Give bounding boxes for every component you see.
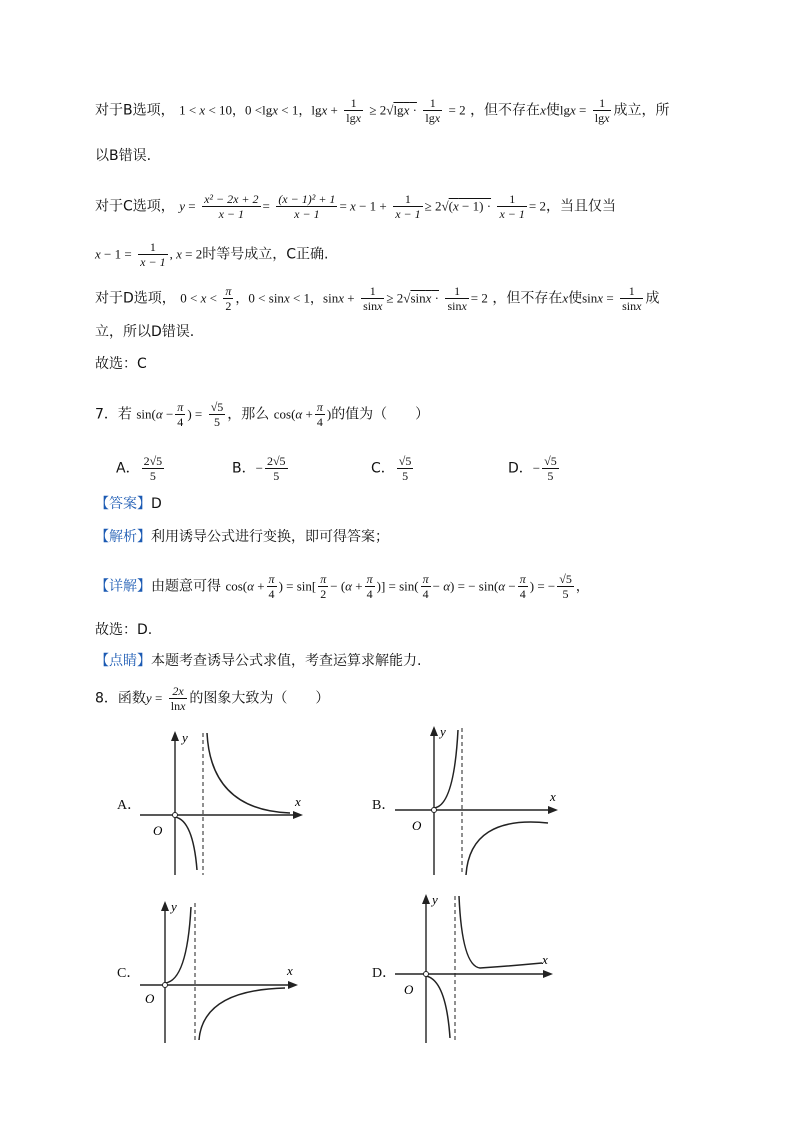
b-range: 1 < x < 10，0 <lgx < 1，lgx + [179,102,338,118]
axis-y-label: y [182,730,188,745]
b-rest: ，但不存在 [470,102,541,119]
option-d-analysis-line: 对于D选项， 0 < x < $\frac{\pi}{2}$ ，0 < sinx < 1，sinx + $\frac{1}{\sin x}$ ≥ 2√sinx · $\frac{1}{\sin x}$ = 2 ，但不存在x使sinx = $\frac{1}{\sin x}$ 成 [95,284,660,313]
c-frac-1: $\frac{\text{x² − 2x + 2}}{x - 1}$ [204,192,259,221]
svg-text:O: O [145,991,155,1006]
d-prefix: 对于D选项， [95,290,176,307]
axis-x-label: x [295,794,301,809]
svg-text:O: O [412,818,422,833]
option-c-analysis-line: 对于C选项， y = $\frac{\text{x² − 2x + 2}}{x - 1}$ = $\frac{\text{(x − 1)² + 1}}{x - 1}$ = x − 1 + $\frac{1}{x - 1}$ ≥ 2√(x − 1) · $\frac{1}{x - 1}$ = 2，当且仅当 [95,192,617,221]
svg-text:y: y [171,899,177,914]
q7-detail: 【详解】由题意可得 cos(α + $\frac{\pi}{4}$ ) = sin[ $\frac{\pi}{2}$ − (α + $\frac{\pi}{4}$ )] = sin( $\frac{\pi}{4}$ − α) = − sin(α − $\frac{\pi}{4}$ ) = − $\frac{√5}{5}$ ， [95,572,589,601]
c-frac-3: $\frac{1}{x - 1}$ [395,192,421,221]
q7-option-d[interactable]: D．− $\frac{√5}{5}$ [508,454,557,483]
q8-graph-b[interactable] [390,720,565,880]
c-frac-2: $\frac{\text{(x − 1)² + 1}}{x - 1}$ [278,192,336,221]
q8-option-b-label[interactable]: B． [372,798,396,813]
svg-text:y: y [440,724,446,739]
q8-option-d-label[interactable]: D． [372,966,397,981]
option-c-line2: x − 1 = $\frac{1}{x - 1}$ , x = 2时等号成立，C正确. [95,240,329,269]
q7-option-b[interactable]: B．− $\frac{2√5}{5}$ [232,454,286,483]
q6-answer: 故选：C [95,356,147,372]
option-b-line2: 以B错误. [95,148,152,164]
q7-stem: 7．若 sin(α − $\frac{\pi}{4}$ ) = $\frac{√5}{5}$ ，那么 cos(α + $\frac{\pi}{4}$ )的值为（ ） [95,400,430,429]
svg-text:O: O [404,982,414,997]
svg-text:x: x [287,963,293,978]
origin-label: O [153,823,163,838]
q8-graph-d[interactable] [390,888,565,1046]
svg-text:y: y [432,892,438,907]
q8-graph-a[interactable] [135,725,310,880]
q7-option-a[interactable]: A． $\frac{2√5}{5}$ [116,454,163,483]
b-frac-3: $\frac{1}{\lg x}$ [594,96,610,125]
q8-option-a-label[interactable]: A． [117,798,142,813]
option-d-line2: 立，所以D错误. [95,324,195,340]
c-frac-4: $\frac{1}{x - 1}$ [499,192,525,221]
q8-graph-c[interactable] [135,895,310,1045]
q7-answer: 【答案】D [95,496,162,512]
q7-comment: 【点睛】本题考查诱导公式求值，考查运算求解能力. [95,653,422,669]
b-prefix: 对于B选项， [95,102,175,119]
svg-text:x: x [550,789,556,804]
q7-select: 故选：D. [95,622,153,638]
q8-stem: 8．函数y = $\frac{2x}{\ln x}$ 的图象大致为（ ） [95,684,330,713]
q7-option-c[interactable]: C． $\frac{√5}{5}$ [371,454,412,483]
svg-text:x: x [542,952,548,967]
b-frac: $\frac{1}{\lg x}$ [346,96,361,125]
q8-option-c-label[interactable]: C． [117,966,141,981]
c-end: ，当且仅当 [546,198,617,215]
b-frac-2: $\frac{1}{\lg x}$ [425,96,441,125]
option-b-analysis-line: 对于B选项， 1 < x < 10，0 <lgx < 1，lgx + $\frac{1}{\lg x}$ ≥ 2√lgx · $\frac{1}{\lg x}$ = 2 ，但不存在x使lgx = $\frac{1}{\lg x}$ 成立，所 [95,96,670,125]
c-prefix: 对于C选项， [95,198,175,215]
q7-analysis: 【解析】利用诱导公式进行变换，即可得答案； [95,529,389,545]
b-end: 成立，所 [613,102,670,119]
b-ineq: ≥ 2√lgx · [369,102,417,118]
